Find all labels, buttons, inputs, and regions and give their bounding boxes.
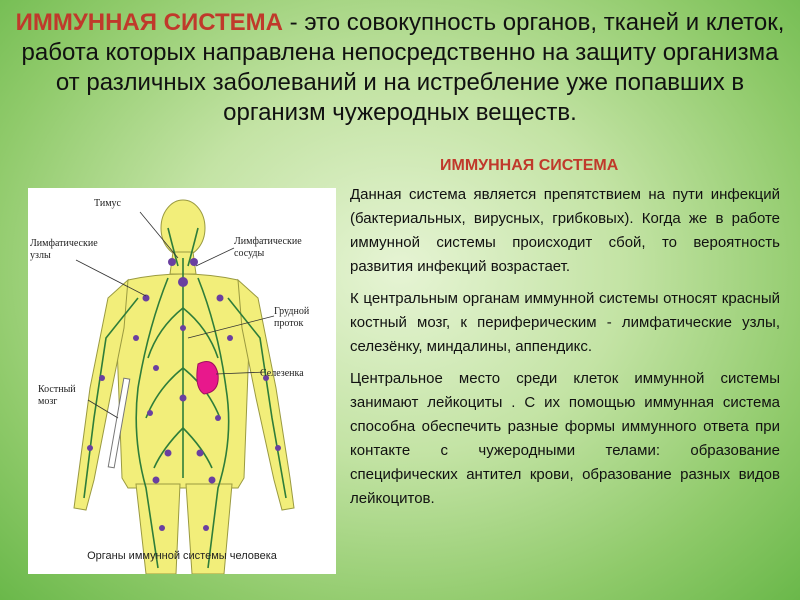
paragraph: Центральное место среди клеток иммунной системы занимают лейкоциты . С их помощью иммунная система способна обеспечить разные формы иммунного ответа при контакте с чужеродными телами: образование специфических антител крови, образование разных видов лейкоцитов.: [350, 370, 780, 507]
immune-system-figure: [28, 188, 336, 574]
figure-caption: Органы иммунной системы человека: [87, 550, 277, 562]
label-bone-marrow: Костный мозг: [38, 384, 76, 407]
label-lymph-vessels: Лимфатические сосуды: [234, 236, 302, 259]
spleen-shape: [197, 362, 218, 394]
paragraph: Данная система является препятствием на пути инфекций (бактериальных, вирусных, грибковых). Когда же в работе иммунной системы происходит сбой, то вероятность развития инфекций возрастает.: [350, 186, 780, 275]
slide-title: [10, 8, 790, 128]
head-shape: [161, 200, 205, 256]
body-text: [350, 183, 780, 519]
paragraph: К центральным органам иммунной системы относят красный костный мозг, к периферическим - лимфатические узлы, селезёнку, миндалины, аппендикс.: [350, 290, 780, 355]
label-thoracic-duct: Грудной проток: [274, 306, 310, 329]
label-thymus: Тимус: [94, 198, 121, 209]
title-definition: - это совокупность органов, тканей и клеток, работа которых направлена непосредственно на защиту организма от различных заболеваний и на истребление уже попавших в организм чужеродных веществ.: [21, 9, 785, 126]
label-spleen: Селезенка: [260, 368, 304, 379]
label-lymph-nodes: Лимфатические узлы: [30, 238, 98, 261]
title-term: ИММУННАЯ СИСТЕМА: [15, 9, 283, 36]
section-subheading: ИММУННАЯ СИСТЕМА: [440, 157, 619, 174]
